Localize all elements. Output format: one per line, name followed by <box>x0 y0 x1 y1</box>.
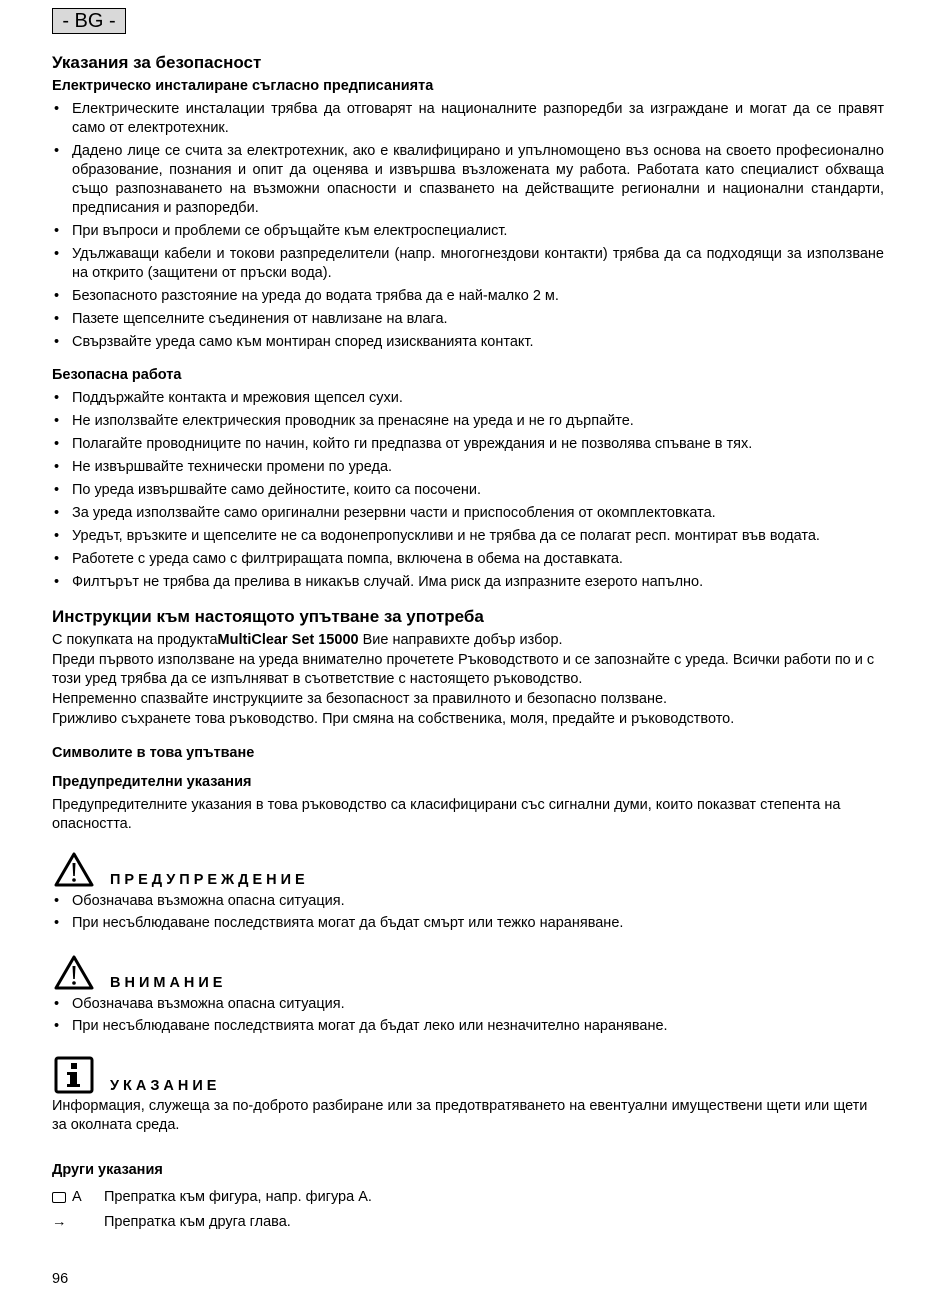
list-item: • Обозначава възможна опасна ситуация. <box>52 995 884 1014</box>
subtitle-electrical: Електрическо инсталиране съгласно предписанията <box>52 78 434 94</box>
figure-ref-text: Препратка към фигура, напр. фигура А. <box>104 1189 372 1205</box>
list-item: • Дадено лице се счита за електротехник, ако е квалифицирано и упълномощено въз основа на своето професионално образование, познания и опит да оценява и извършва възложената му работа. Работата като специалист обхваща също разпознаването на възможни опасности и спазването на действащите регионални и национални стандарти, предписания и разпоредби. <box>52 142 884 218</box>
instruction-line: Преди първото използване на уреда внимателно прочетете Ръководството и се запознайте с уреда. Всички работи по и с този уред трябва да се изпълняват в съответствие с настоящето ръководство. <box>52 652 875 687</box>
section-title-instructions: Инструкции към настоящото упътване за употреба <box>52 607 484 626</box>
ref-row-chapter <box>52 1213 884 1232</box>
warning-triangle-icon <box>54 852 94 888</box>
list-item: • Полагайте проводниците по начин, който ги предпазва от увреждания и не позволява спъване в тях. <box>52 435 884 454</box>
product-name: MultiClear Set 15000 <box>217 632 359 648</box>
subtitle-safe-operation: Безопасна работа <box>52 367 182 383</box>
list-item: • Не използвайте електрическия проводник за пренасяне на уреда и не го дърпайте. <box>52 412 884 431</box>
warning-list <box>52 892 884 933</box>
intro-post: Вие направихте добър избор. <box>358 632 563 648</box>
list-item: • Удължаващи кабели и токови разпределители (напр. многогнездови контакти) трябва да са подходящи за използване на открито (защитени от пръски вода). <box>52 245 884 283</box>
figure-ref-letter: A <box>72 1189 82 1205</box>
list-item: • По уреда извършвайте само дейностите, които са посочени. <box>52 481 884 500</box>
electrical-list <box>52 100 884 352</box>
chapter-ref-text: Препратка към друга глава. <box>104 1214 291 1230</box>
list-item: • Не извършвайте технически промени по уреда. <box>52 458 884 477</box>
ref-row-figure <box>52 1188 884 1207</box>
list-item: • Работете с уреда само с филтриращата помпа, включена в обема на доставката. <box>52 550 884 569</box>
caution-list <box>52 995 884 1036</box>
warning-header <box>52 850 884 888</box>
list-item: • При въпроси и проблеми се обръщайте към електроспециалист. <box>52 222 884 241</box>
figure-ref-symbol <box>52 1188 104 1207</box>
note-text: Информация, служеща за по-доброто разбиране или за предотвратяването на евентуални имуществени щети или щети за околната среда. <box>52 1098 868 1133</box>
list-item: • Пазете щепселните съединения от навлизане на влага. <box>52 310 884 329</box>
list-item: • Уредът, връзките и щепселите не са водонепропускливи и не трябва да се полагат респ. монтират във водата. <box>52 527 884 546</box>
manual-page <box>52 8 884 1238</box>
caution-header <box>52 953 884 991</box>
list-item: • При несъблюдаване последствията могат да бъдат смърт или тежко нараняване. <box>52 914 884 933</box>
instruction-line: Грижливо съхранете това ръководство. При смяна на собственика, моля, предайте и ръководството. <box>52 711 735 727</box>
warning-signal-word: ПРЕДУПРЕЖДЕНИЕ <box>110 872 309 888</box>
other-notes-title: Други указания <box>52 1162 163 1178</box>
warnings-text: Предупредителните указания в това ръководство са класифицирани със сигнални думи, които показват степента на опасността. <box>52 797 841 832</box>
list-item: • Поддържайте контакта и мрежовия щепсел сухи. <box>52 389 884 408</box>
intro-line <box>52 631 884 650</box>
list-item: • Обозначава възможна опасна ситуация. <box>52 892 884 911</box>
figure-ref-icon <box>52 1192 66 1203</box>
instruction-line: Непременно спазвайте инструкциите за безопасност за правилното и безопасно ползване. <box>52 691 668 707</box>
list-item: • За уреда използвайте само оригинални резервни части и приспособления от окомплектовката. <box>52 504 884 523</box>
list-item: • Свързвайте уреда само към монтиран според изискванията контакт. <box>52 333 884 352</box>
symbols-title: Символите в това упътване <box>52 745 255 761</box>
language-tag: - BG - <box>52 8 126 34</box>
arrow-right-icon: → <box>52 1214 67 1230</box>
section-title-safety: Указания за безопасност <box>52 53 262 72</box>
warning-triangle-icon <box>54 955 94 991</box>
note-header <box>52 1056 884 1094</box>
safe-operation-list <box>52 389 884 592</box>
list-item: • Електрическите инсталации трябва да отговарят на националните разпоредби за изграждане и могат да се правят само от електротехник. <box>52 100 884 138</box>
warnings-title: Предупредителни указания <box>52 774 252 790</box>
page-number: 96 <box>52 1271 69 1287</box>
note-signal-word: УКАЗАНИЕ <box>110 1078 221 1094</box>
list-item: • Безопасното разстояние на уреда до водата трябва да е най-малко 2 м. <box>52 287 884 306</box>
intro-pre: С покупката на продукта <box>52 632 218 648</box>
list-item: • Филтърът не трябва да прелива в никакъв случай. Има риск да изпразните езерото напълно. <box>52 573 884 592</box>
info-icon <box>54 1056 94 1094</box>
list-item: • При несъблюдаване последствията могат да бъдат леко или незначително нараняване. <box>52 1017 884 1036</box>
caution-signal-word: ВНИМАНИЕ <box>110 975 227 991</box>
